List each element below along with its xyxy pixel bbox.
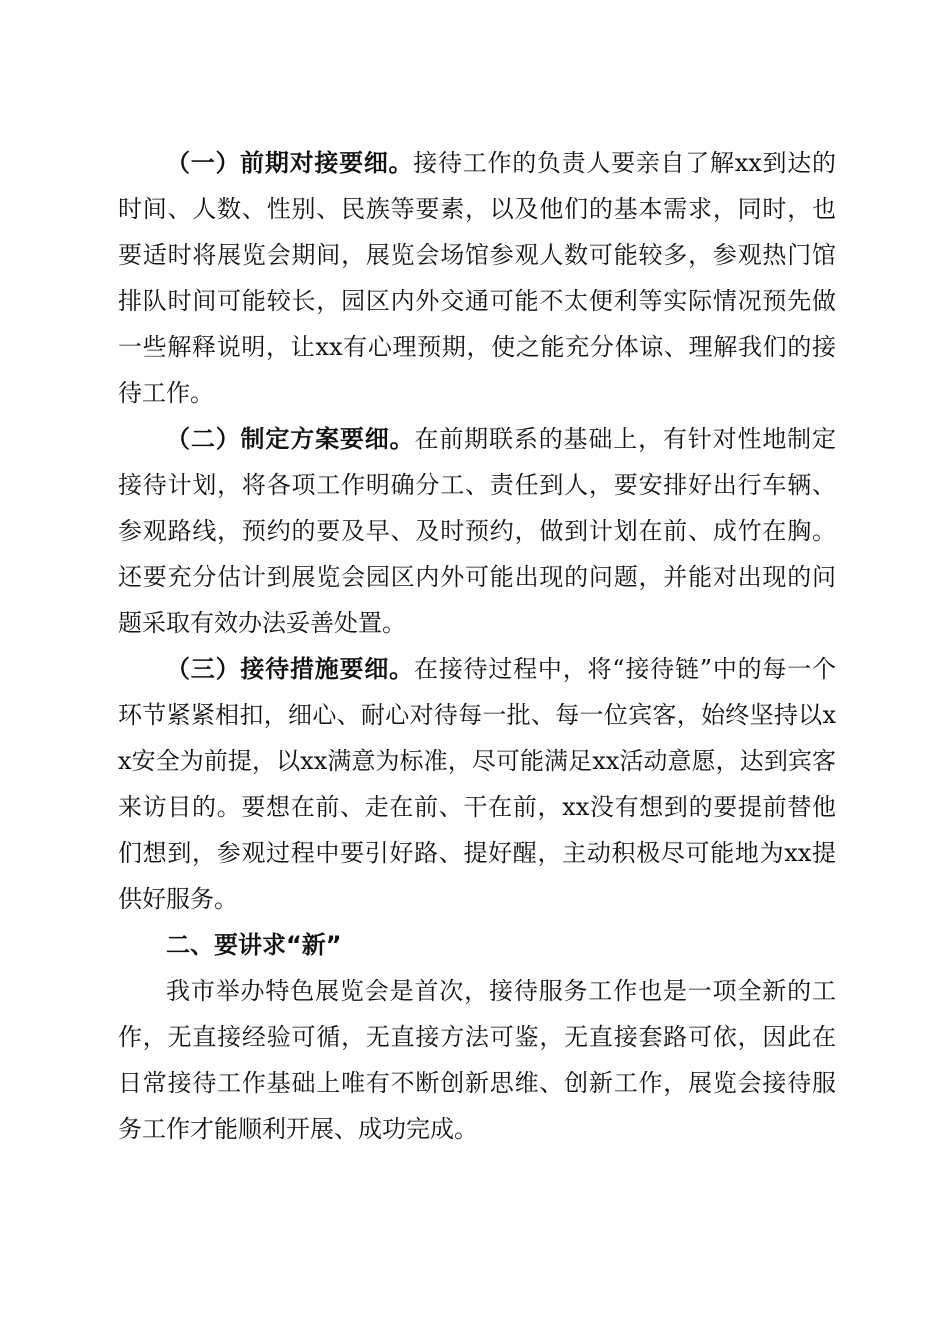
paragraph-text: 在前期联系的基础上，有针对性地制定接待计划，将各项工作明确分工、责任到人，要安排好出行车辆、参观路线，预约的要及早、及时预约，做到计划在前、成竹在胸。还要充分估计到展览会园区内外可能出现的问题，并能对出现的问题采取有效办法妥善处置。 <box>118 425 837 637</box>
paragraph-measures <box>118 646 836 922</box>
paragraph-lead: （一）前期对接要细。 <box>166 149 414 177</box>
paragraph-text: 接待工作的负责人要亲自了解xx到达的时间、人数、性别、民族等要素，以及他们的基本需求，同时，也要适时将展览会期间，展览会场馆参观人数可能较多，参观热门馆排队时间可能较长，园区内外交通可能不太便利等实际情况预先做一些解释说明，让xx有心理预期，使之能充分体谅、理解我们的接待工作。 <box>118 149 836 407</box>
paragraph-early-contact <box>118 140 836 416</box>
paragraph-closing: 我市举办特色展览会是首次，接待服务工作也是一项全新的工作，无直接经验可循，无直接方法可鉴，无直接套路可依，因此在日常接待工作基础上唯有不断创新思维、创新工作，展览会接待服务工作才能顺利开展、成功完成。 <box>118 977 836 1143</box>
document-body <box>118 140 836 1152</box>
paragraph-lead: （三）接待措施要细。 <box>166 655 414 683</box>
paragraph-lead: （二）制定方案要细。 <box>166 425 415 453</box>
section-heading: 二、要讲求“新” <box>166 931 342 959</box>
paragraph-text: 在接待过程中，将“接待链”中的每一个环节紧紧相扣，细心、耐心对待每一批、每一位宾客，始终坚持以xx安全为前提，以xx满意为标准，尽可能满足xx活动意愿，达到宾客来访目的。要想在前、走在前、干在前，xx没有想到的要提前替他们想到，参观过程中要引好路、提好醒，主动积极尽可能地为xx提供好服务。 <box>118 655 836 913</box>
paragraph-plan <box>118 416 836 646</box>
